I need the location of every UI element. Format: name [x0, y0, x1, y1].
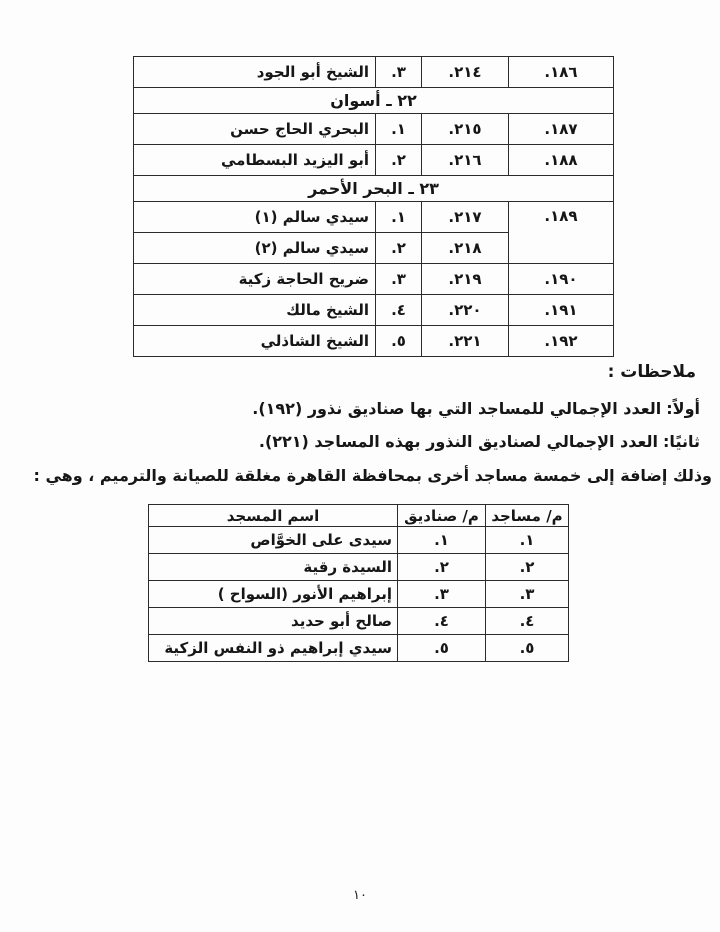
mosque-name-cell: الشيخ مالك	[134, 295, 376, 326]
mosque-name-cell: سيدي إبراهيم ذو النفس الزكية	[149, 635, 398, 662]
mosque-serial-cell: ٢.	[486, 554, 569, 581]
mosque-serial-cell: ١٨٧.	[509, 114, 614, 145]
box-index-cell: ١.	[376, 114, 422, 145]
mosque-name-cell: البحري الحاج حسن	[134, 114, 376, 145]
mosque-name-cell: ضريح الحاجة زكية	[134, 264, 376, 295]
mosque-serial-cell: ١٩١.	[509, 295, 614, 326]
mosque-name-cell: إبراهيم الأنور (السواح )	[149, 581, 398, 608]
table-row	[134, 145, 614, 176]
note-second-label: ثانيًا:	[663, 432, 700, 451]
note-addendum-text: وذلك إضافة إلى خمسة مساجد أخرى بمحافظة القاهرة مغلقة للصيانة والترميم ، وهي :	[33, 466, 712, 485]
box-serial-cell: ٢١٦.	[422, 145, 509, 176]
table-row	[149, 581, 569, 608]
box-serial-cell: ٢١٩.	[422, 264, 509, 295]
mosque-name-cell: سيدي سالم (١)	[134, 202, 376, 233]
box-serial-cell: ١.	[398, 527, 486, 554]
mosque-name-cell: أبو اليزيد البسطامي	[134, 145, 376, 176]
column-header-mosque-serial: م/ مساجد	[486, 505, 569, 527]
column-header-box-serial: م/ صناديق	[398, 505, 486, 527]
box-serial-cell: ٢١٤.	[422, 57, 509, 88]
vow-boxes-table	[133, 56, 614, 357]
box-index-cell: ٥.	[376, 326, 422, 357]
mosque-name-cell: السيدة رقية	[149, 554, 398, 581]
note-second-text: العدد الإجمالي لصناديق النذور بهذه المساجد (٢٢١).	[258, 432, 659, 451]
table-row	[134, 295, 614, 326]
note-first-text: العدد الإجمالي للمساجد التي بها صناديق نذور (١٩٢).	[252, 399, 662, 418]
mosque-serial-cell: ٥.	[486, 635, 569, 662]
mosque-serial-cell: ١٨٩.	[509, 202, 614, 264]
box-index-cell: ٣.	[376, 57, 422, 88]
mosque-serial-cell: ١٩٢.	[509, 326, 614, 357]
box-index-cell: ٢.	[376, 145, 422, 176]
mosque-serial-cell: ١٩٠.	[509, 264, 614, 295]
table-row	[149, 635, 569, 662]
table-row	[134, 114, 614, 145]
box-index-cell: ١.	[376, 202, 422, 233]
table-header-row	[149, 505, 569, 527]
table-row	[134, 202, 614, 233]
table-row	[149, 554, 569, 581]
mosque-serial-cell: ١٨٦.	[509, 57, 614, 88]
box-serial-cell: ٢١٧.	[422, 202, 509, 233]
box-serial-cell: ٢.	[398, 554, 486, 581]
table-row	[134, 264, 614, 295]
table-row	[134, 326, 614, 357]
box-serial-cell: ٥.	[398, 635, 486, 662]
mosque-serial-cell: ١٨٨.	[509, 145, 614, 176]
governorate-header-aswan: ٢٢ ـ أسوان	[134, 88, 614, 114]
section-row	[134, 176, 614, 202]
box-serial-cell: ٢٢٠.	[422, 295, 509, 326]
mosque-name-cell: الشيخ أبو الجود	[134, 57, 376, 88]
mosque-serial-cell: ٣.	[486, 581, 569, 608]
note-first-label: أولاً:	[666, 399, 700, 418]
notes-heading: ملاحظات :	[607, 362, 696, 382]
mosque-serial-cell: ١.	[486, 527, 569, 554]
box-serial-cell: ٣.	[398, 581, 486, 608]
table-row	[149, 527, 569, 554]
table-row	[149, 608, 569, 635]
box-serial-cell: ٢١٥.	[422, 114, 509, 145]
section-row	[134, 88, 614, 114]
table-row	[134, 57, 614, 88]
box-index-cell: ٢.	[376, 233, 422, 264]
mosque-name-cell: سيدي سالم (٢)	[134, 233, 376, 264]
mosque-name-cell: صالح أبو حديد	[149, 608, 398, 635]
mosque-name-cell: سيدى على الخوَّاص	[149, 527, 398, 554]
box-serial-cell: ٢٢١.	[422, 326, 509, 357]
note-first	[252, 399, 700, 418]
closed-mosques-table	[148, 504, 569, 662]
governorate-header-red-sea: ٢٣ ـ البحر الأحمر	[134, 176, 614, 202]
note-addendum	[33, 466, 712, 485]
mosque-name-cell: الشيخ الشاذلي	[134, 326, 376, 357]
page-number: ١٠	[353, 888, 367, 903]
box-index-cell: ٣.	[376, 264, 422, 295]
column-header-mosque-name: اسم المسجد	[149, 505, 398, 527]
box-serial-cell: ٢١٨.	[422, 233, 509, 264]
mosque-serial-cell: ٤.	[486, 608, 569, 635]
box-serial-cell: ٤.	[398, 608, 486, 635]
box-index-cell: ٤.	[376, 295, 422, 326]
note-second	[259, 432, 700, 451]
